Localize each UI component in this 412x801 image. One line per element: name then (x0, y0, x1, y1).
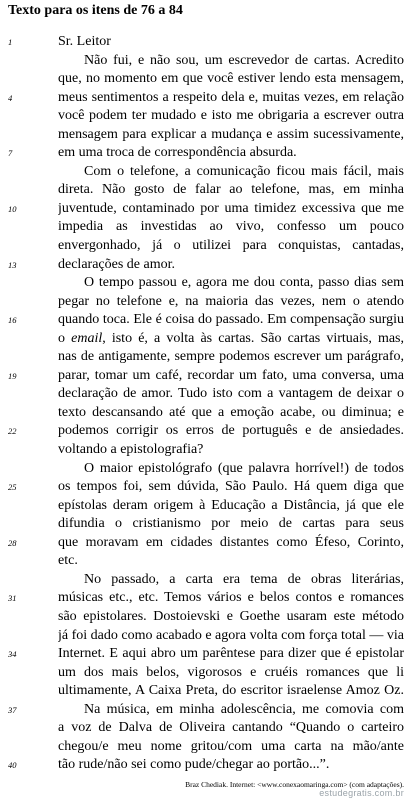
passage-text (0, 33, 412, 775)
source-citation: Braz Chediak. Internet: <www.conexaomaringa.com> (com adaptações). (185, 780, 404, 789)
passage-line (0, 70, 412, 89)
passage-line (0, 107, 412, 126)
passage-line (0, 645, 412, 664)
line-text: um dos mais belos, vigorosos e cruéis romances que li (58, 664, 404, 680)
line-text: são epistolares. Dostoievski e Goethe usaram este método (58, 608, 404, 624)
line-text: No passado, a carta era tema de obras literárias, (84, 571, 404, 587)
line-text: declarações de amor. (58, 256, 175, 272)
line-text: Não fui, e não sou, um escrevedor de cartas. Acredito (84, 52, 404, 68)
line-text: tão rude/não sei como pude/chegar ao portão...”. (58, 757, 330, 773)
passage-line (0, 460, 412, 479)
passage-line (0, 237, 412, 256)
line-text: impedia as investidas ao vivo, confesso um pouco (58, 219, 404, 235)
passage-line (0, 497, 412, 516)
line-number: 19 (8, 370, 17, 381)
passage-line (0, 144, 412, 163)
passage-line (0, 552, 412, 571)
passage-line (0, 367, 412, 386)
passage-line (0, 404, 412, 423)
passage-line (0, 571, 412, 590)
passage-line (0, 756, 412, 775)
line-text: nas de antigamente, sempre podemos escrever um parágrafo, (58, 349, 404, 365)
passage-line (0, 385, 412, 404)
line-text: os tempos foi, sem dúvida, São Paulo. Há quem diga que (58, 479, 404, 495)
line-text: Com o telefone, a comunicação ficou mais fácil, mais (84, 163, 404, 179)
passage-line (0, 422, 412, 441)
line-number: 31 (8, 593, 17, 604)
passage-line (0, 534, 412, 553)
line-text: músicas etc., etc. Temos vários e belos contos e romances (58, 590, 404, 606)
line-number: 4 (8, 92, 13, 103)
line-number: 10 (8, 203, 17, 214)
passage-line (0, 126, 412, 145)
passage-line (0, 719, 412, 738)
line-text: parar, tomar um café, recordar um fato, uma conversa, uma (58, 367, 404, 383)
passage-line (0, 218, 412, 237)
line-text: já foi dado como acabado e agora volta com força total — via (58, 627, 404, 643)
passage-line (0, 200, 412, 219)
line-number: 22 (8, 426, 17, 437)
line-text: texto descansando até que a emoção acabe, ou diminua; e (58, 404, 404, 420)
line-text: direta. Não gosto de falar ao telefone, mas, em minha (58, 182, 404, 198)
watermark: estudegratis.com.br (319, 788, 404, 798)
line-text: o email, isto é, a volta às cartas. São cartas virtuais, mas, (58, 330, 404, 346)
passage-line (0, 89, 412, 108)
line-text: quando toca. Ele é coisa do passado. Em compensação surgiu (58, 312, 404, 328)
line-text: juventude, contaminado por uma timidez excessiva que me (58, 200, 404, 216)
line-text: você podem ter mudado e isto me obrigaria a escrever outra (58, 108, 404, 124)
passage-line (0, 311, 412, 330)
line-text: Na música, em minha adolescência, me comovia com (84, 701, 404, 717)
line-text: que moravam em cidades distantes como Éfeso, Corinto, (58, 534, 404, 550)
line-number: 40 (8, 760, 17, 771)
passage-line (0, 330, 412, 349)
page-heading: Texto para os itens de 76 a 84 (8, 3, 183, 18)
line-text: que, no momento em que você estiver lendo esta mensagem, (58, 71, 404, 87)
line-text: declaração de amor. Tudo isto com a vantagem de deixar o (58, 386, 404, 402)
passage-line (0, 627, 412, 646)
line-text: pegar no telefone e, na maioria das vezes, nem o atendo (58, 293, 404, 309)
passage-line (0, 441, 412, 460)
line-number: 37 (8, 704, 17, 715)
line-text: O maior epistológrafo (que palavra horrível!) de todos (84, 460, 404, 476)
line-text: O tempo passou e, agora me dou conta, passo dias sem (84, 275, 404, 291)
passage-line (0, 52, 412, 71)
passage-line (0, 163, 412, 182)
passage-line (0, 682, 412, 701)
passage-line (0, 701, 412, 720)
passage-line (0, 608, 412, 627)
passage-line (0, 515, 412, 534)
line-text: a voz de Dalva de Oliveira cantando “Quando o carteiro (58, 720, 404, 736)
line-text: voltando a epistolografia? (58, 442, 204, 458)
line-text: chegou/e meu nome gritou/com uma carta na mão/ante (58, 738, 404, 754)
line-text: podemos corrigir os erros de português e de ansiedades. (58, 423, 404, 439)
line-text: meus sentimentos a respeito dela e, muitas vezes, em relação (58, 89, 404, 105)
line-text: epístolas deram origem à Educação a Distância, já que ele (58, 497, 404, 513)
line-text: em uma troca de correspondência absurda. (58, 145, 297, 161)
passage-line (0, 33, 412, 52)
passage-line (0, 738, 412, 757)
line-number: 25 (8, 482, 17, 493)
line-number: 28 (8, 537, 17, 548)
line-text: ultimamente, A Caixa Preta, do escritor israelense Amoz Oz. (58, 683, 404, 699)
passage-line (0, 293, 412, 312)
passage-line (0, 664, 412, 683)
passage-line (0, 478, 412, 497)
line-number: 7 (8, 148, 13, 159)
line-text: mensagem para explicar a mudança e assim sucessivamente, (58, 126, 404, 142)
line-number: 16 (8, 315, 17, 326)
line-text: Internet. E aqui abro um parêntese para dizer que é epistolar (58, 646, 404, 662)
passage-line (0, 348, 412, 367)
line-number: 13 (8, 259, 17, 270)
passage-line (0, 256, 412, 275)
passage-line (0, 274, 412, 293)
line-number: 34 (8, 649, 17, 660)
line-text: difundia o cristianismo por meio de cartas para seus (58, 516, 404, 532)
line-text: envergonhado, já o utilizei para conquistas, cantadas, (58, 238, 404, 254)
line-text: etc. (58, 553, 78, 569)
line-text: Sr. Leitor (58, 34, 111, 49)
passage-line (0, 181, 412, 200)
line-number: 1 (8, 37, 13, 47)
passage-line (0, 589, 412, 608)
